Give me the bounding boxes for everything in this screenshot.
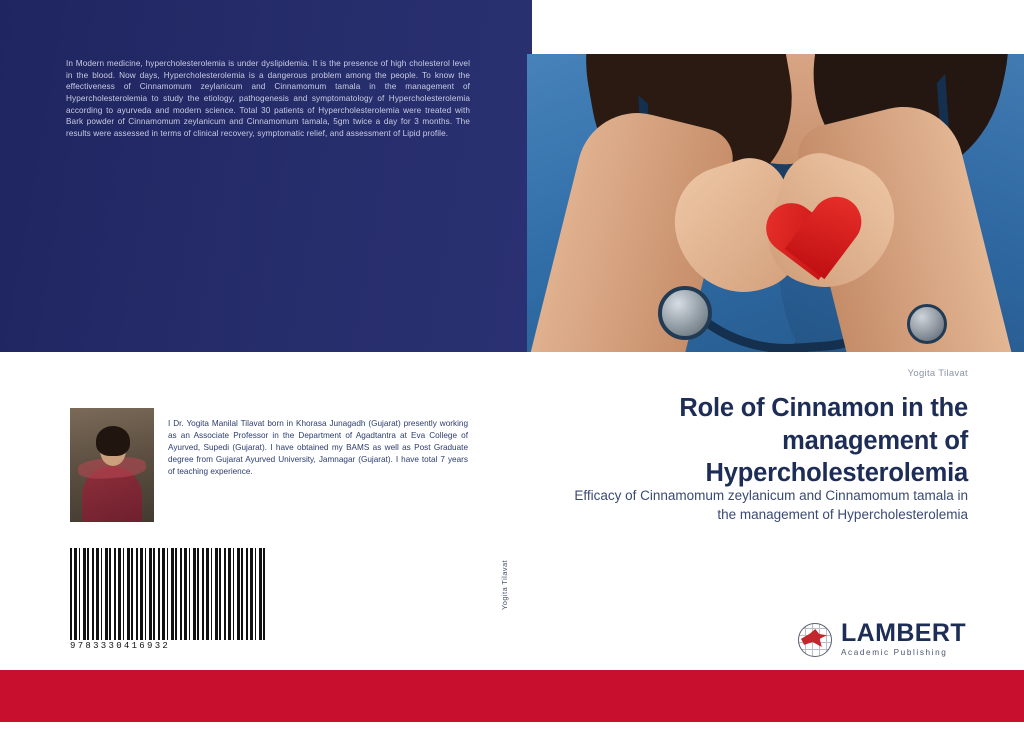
- bottom-red-bar: [0, 670, 1024, 722]
- portrait-hair: [96, 426, 130, 456]
- back-cover-blurb: In Modern medicine, hypercholesterolemia is under dyslipidemia. It is the presence of high cholesterol level in the blood. Now days, Hypercholesterolemia is a dangerous problem among the people. To know the effectiveness of Cinnamomum zeylanicum and Cinnamomum tamala in the management of Hypercholesterolemia to study the etiology, pathogenesis and symptomatology of Hypercholesterolemia according to ayurveda and modern science. Total 30 patients of Hypercholesterolemia were treated with Bark powder of Cinnamomum zeylanicum and Cinnamomum tamala, 5gm twice a day for 3 months. The results were assessed in terms of clinical recovery, symptomatic relief, and assessment of Lipid profile.: [66, 59, 470, 138]
- author-portrait: [70, 408, 154, 522]
- stethoscope-earpiece: [907, 304, 947, 344]
- book-title: Role of Cinnamon in the management of Hypercholesterolemia: [679, 394, 968, 488]
- publisher-name: LAMBERT: [840, 619, 966, 647]
- author-biography: I Dr. Yogita Manilal Tilavat born in Khorasa Junagadh (Gujarat) presently working as an Associate Professor in the Department of Agadtantra at Eva College of Ayurved, Supedi (Gujarat). I have obtained my BAMS as well as Post Graduate degree from Gujarat Ayurved University, Jamnagar (Gujarat). I have total 7 years of teaching experience.: [168, 419, 468, 476]
- spine-author-text: Yogita Tilavat: [500, 560, 509, 610]
- book-subtitle: Efficacy of Cinnamomum zeylanicum and Cinnamomum tamala in the management of Hypercholesterolemia: [574, 488, 968, 523]
- bottom-white-strip: [0, 722, 1024, 742]
- publisher-tagline: Academic Publishing: [840, 648, 948, 657]
- stethoscope-bell: [658, 286, 712, 340]
- cover-top-band: [0, 0, 1024, 352]
- cover-photograph: [527, 54, 1024, 352]
- barcode-bars: [70, 548, 266, 640]
- heart-icon: [764, 196, 868, 300]
- back-cover-panel: [0, 0, 532, 352]
- navy-gradient: [0, 0, 532, 352]
- barcode: [70, 548, 266, 662]
- publisher-text: [841, 621, 966, 657]
- front-author-name: Yogita Tilavat: [907, 368, 968, 379]
- publisher-logo: [795, 620, 966, 658]
- barcode-number: 9783330416932: [70, 641, 171, 651]
- publisher-globe-icon: [795, 620, 833, 658]
